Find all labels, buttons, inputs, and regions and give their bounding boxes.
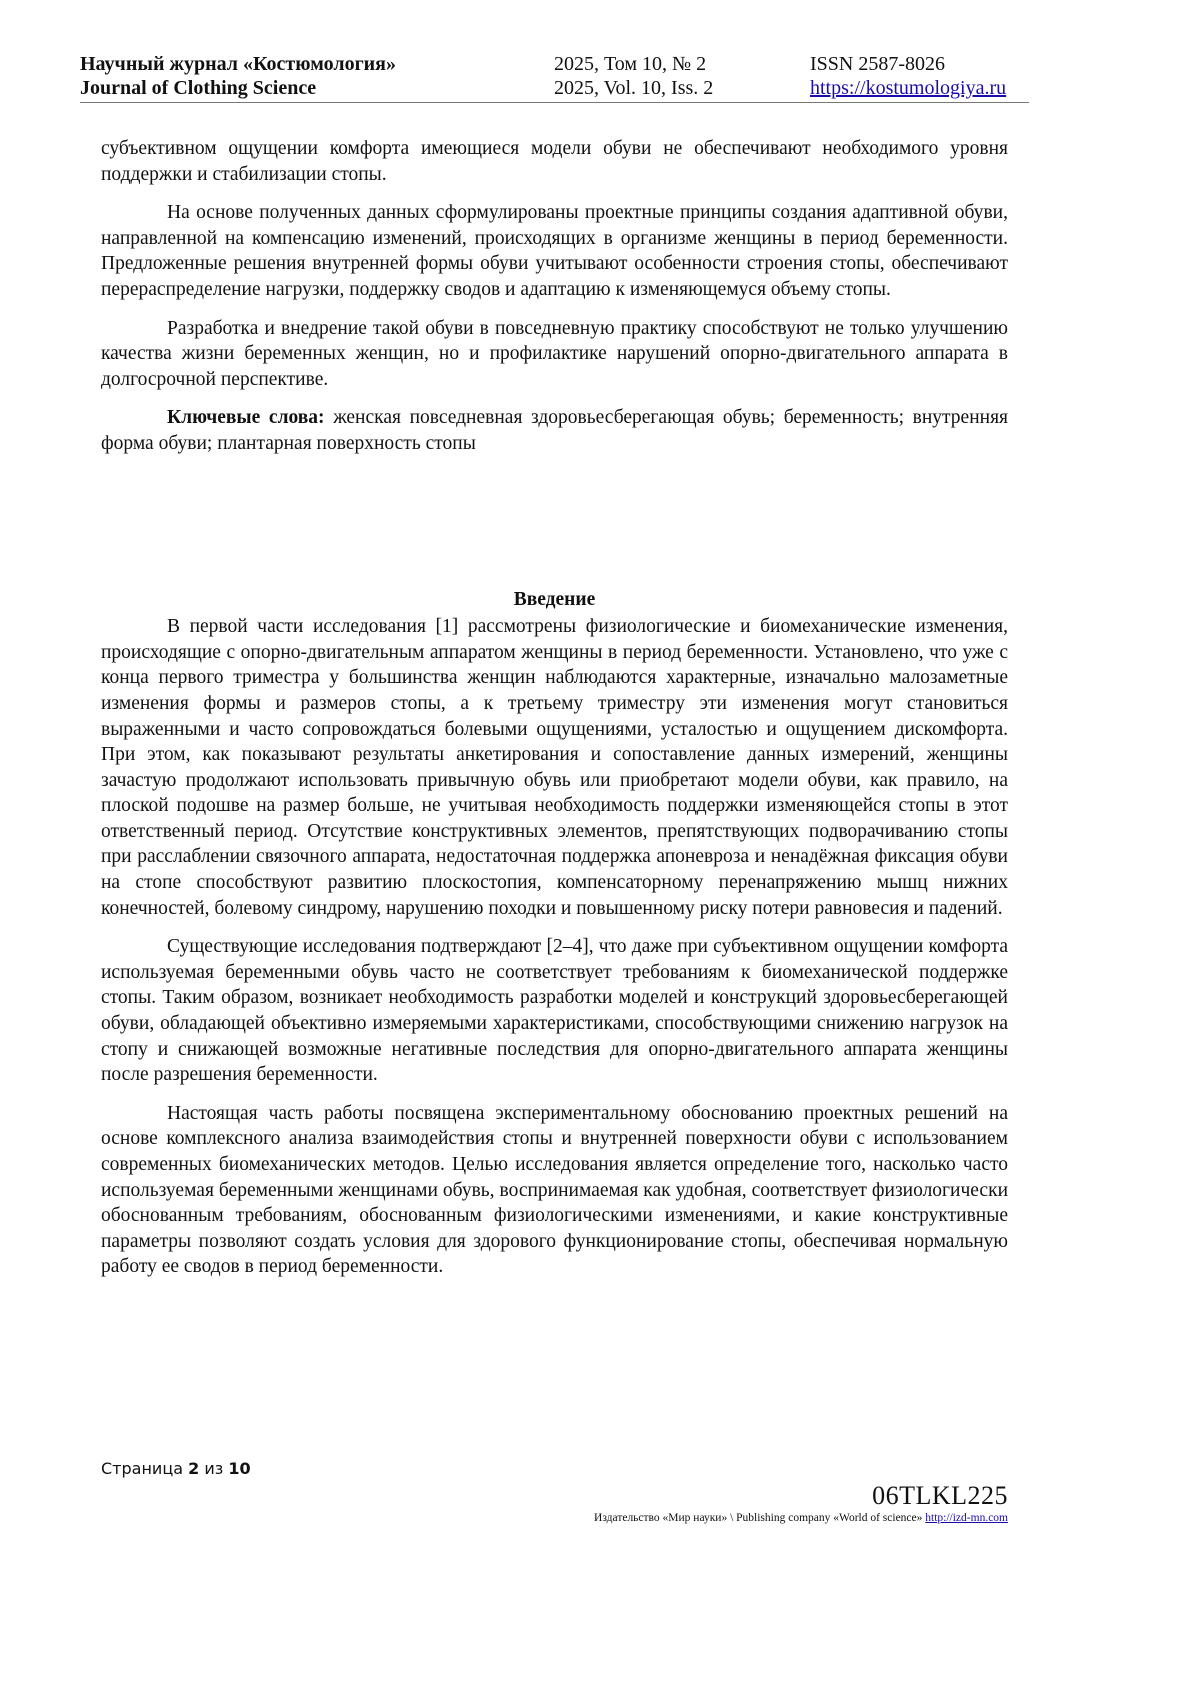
page-total: 10 (228, 1459, 251, 1478)
volume-en: 2025, Vol. 10, Iss. 2 (554, 77, 714, 99)
page-header (80, 52, 1029, 103)
intro-paragraph-2: Существующие исследования подтверждают [2–4], что даже при субъективном ощущении комфорта используемая беременными обувь часто не соответствует требованиям к биомеханической поддержке стопы. Таким образом, возникает необходимость разработки моделей и конструкций здоровьесберегающей обуви, обладающей объективно измеряемыми характеристиками, способствующими снижению нагрузок на стопу и снижающей возможные негативные последствия для опорно-двигательного аппарата женщины после разрешения беременности. (101, 936, 1008, 1086)
abstract-paragraph-1: субъективном ощущении комфорта имеющиеся модели обуви не обеспечивают необходимого уровня поддержки и стабилизации стопы. (101, 138, 1008, 185)
keywords-label: Ключевые слова: (167, 407, 325, 429)
journal-title-en: Journal of Clothing Science (80, 77, 317, 99)
journal-title-block (80, 52, 396, 100)
journal-title-ru: Научный журнал «Костюмология» (80, 53, 396, 75)
page-number: 2 (188, 1459, 200, 1478)
of-word: из (204, 1459, 224, 1478)
journal-url-link[interactable]: https://kostumologiya.ru (810, 77, 1007, 99)
volume-ru: 2025, Том 10, № 2 (554, 53, 707, 75)
article-body (101, 136, 1008, 1293)
intro-paragraph-1: В первой части исследования [1] рассмотрены физиологические и биомеханические изменения, происходящие с опорно-двигательным аппаратом женщины в период беременности. Установлено, что уже с конца первого триместра у большинства женщин наблюдаются характерные, изначально малозаметные изменения формы и размеров стопы, а к третьему триместру эти изменения могут становиться выраженными и часто сопровождаться болевыми ощущениями, усталостью и ощущением дискомфорта. При этом, как показывают результаты анкетирования и сопоставление данных измерений, женщины зачастую продолжают использовать привычную обувь или приобретают модели обуви, как правило, на плоской подошве на размер больше, не учитывая необходимость поддержки изменяющейся стопы в этот ответственный период. Отсутствие конструктивных элементов, препятствующих подворачиванию стопы при расслаблении связочного аппарата, недостаточная поддержка апоневроза и ненадёжная фиксация обуви на стопе способствуют развитию плоскостопия, компенсаторному перенапряжению мышц нижних конечностей, болевому синдрому, нарушению походки и повышенному риску потери равновесия и падений. (101, 616, 1008, 919)
page-counter (101, 1459, 251, 1478)
abstract-paragraph-3: Разработка и внедрение такой обуви в повседневную практику способствуют не только улучшению качества жизни беременных женщин, но и профилактике нарушений опорно-двигательного аппарата в долгосрочной перспективе. (101, 317, 1008, 390)
volume-block (554, 52, 713, 100)
publisher-line (594, 1512, 1008, 1524)
section-title-introduction: Введение (513, 588, 596, 610)
publisher-url-link[interactable]: http://izd-mn.com (925, 1512, 1008, 1524)
keywords (101, 405, 1008, 456)
article-code: 06TLKL225 (872, 1481, 1008, 1510)
issn-block (810, 52, 1006, 100)
keywords-text: женская повседневная здоровьесберегающая обувь; беременность; внутренняя форма обуви; плантарная поверхность стопы (101, 407, 1009, 454)
abstract-paragraph-2: На основе полученных данных сформулированы проектные принципы создания адаптивной обуви, направленной на компенсацию изменений, происходящих в организме женщины в период беременности. Предложенные решения внутренней формы обуви учитывают особенности строения стопы, обеспечивают перераспределение нагрузки, поддержку сводов и адаптацию к изменяющемуся объему стопы. (101, 202, 1008, 300)
page-word: Страница (101, 1459, 184, 1478)
intro-paragraph-3: Настоящая часть работы посвящена экспериментальному обоснованию проектных решений на основе комплексного анализа взаимодействия стопы и внутренней поверхности обуви с использованием современных биомеханических методов. Целью исследования является определение того, насколько часто используемая беременными женщинами обувь, воспринимаемая как удобная, соответствует физиологически обоснованным требованиям, обоснованным физиологическими изменениями, и какие конструктивные параметры позволяют создать условия для здорового функционирование стопы, обеспечивая нормальную работу ее сводов в период беременности. (101, 1102, 1008, 1278)
section-gap (101, 470, 1008, 587)
publisher-name: Издательство «Мир науки» \ Publishing company «World of science» (594, 1512, 923, 1524)
issn: ISSN 2587-8026 (810, 53, 946, 75)
